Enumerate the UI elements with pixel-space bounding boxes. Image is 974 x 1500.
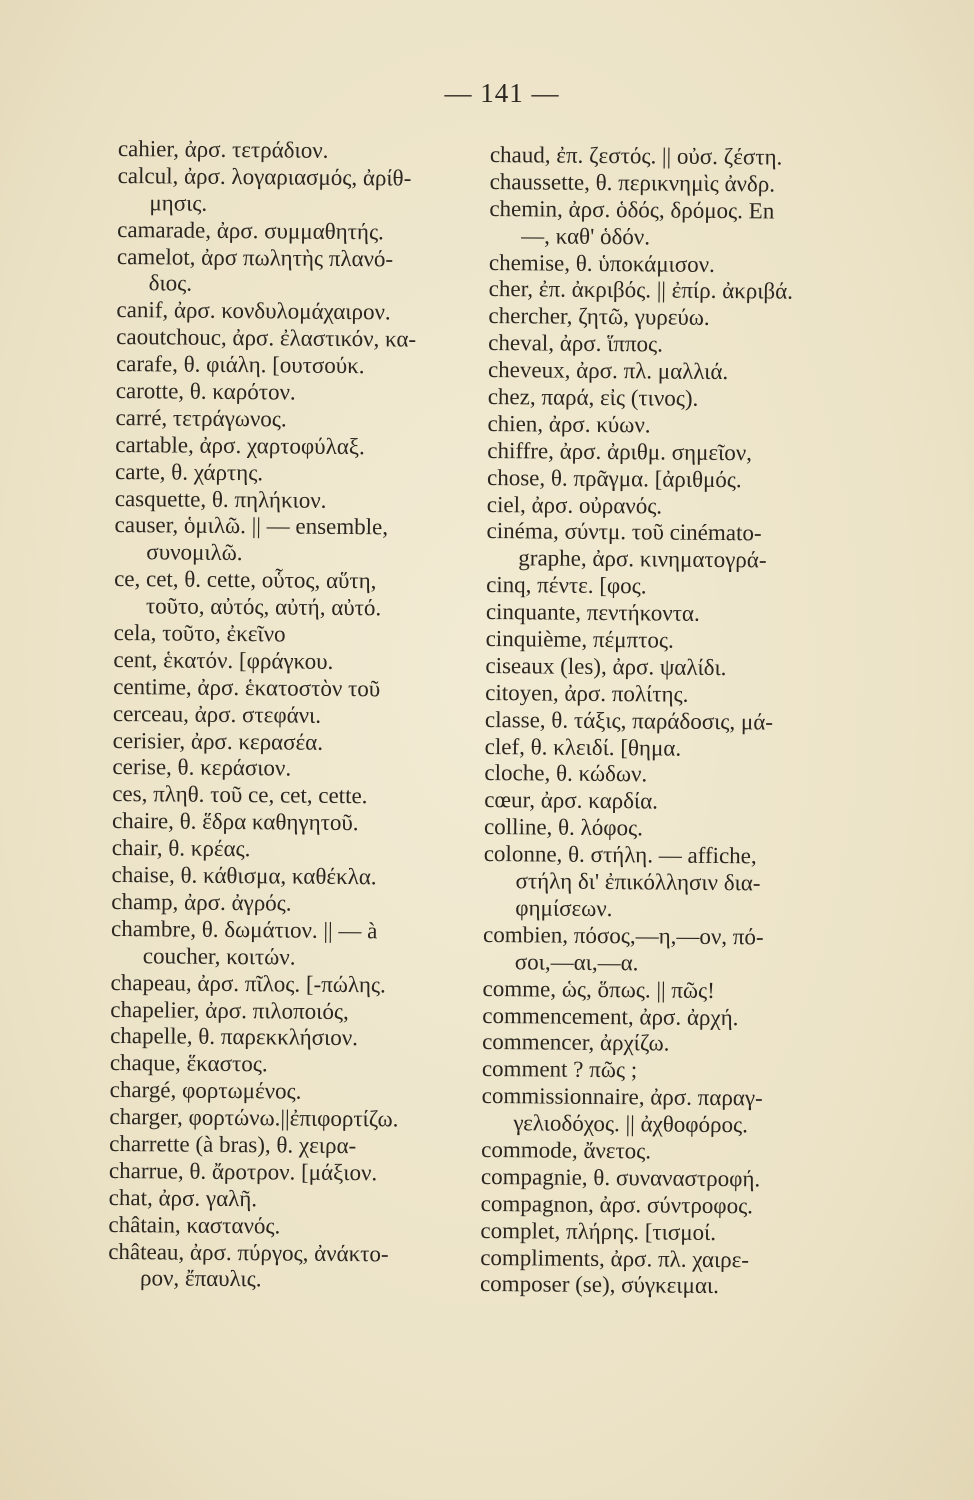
dictionary-entry-line: cheval, ἀρσ. ἵππος.: [488, 330, 664, 357]
dictionary-entry-line: chemin, ἀρσ. ὁδός, δρόμος. En: [489, 195, 775, 224]
dictionary-entry-line: comment ? πῶς ;: [481, 1056, 638, 1083]
dictionary-entry-line: caoutchouc, ἀρσ. ἐλαστικόν, κα-: [116, 324, 417, 352]
dictionary-entry-line: compagnie, θ. συναναστροφή.: [480, 1163, 761, 1192]
dictionary-entry-line: graphe, ἀρσ. κινηματογρά-: [518, 545, 767, 573]
dictionary-entry-line: chaire, θ. ἕδρα καθηγητοῦ.: [111, 808, 359, 836]
dictionary-entry-line: canif, ἀρσ. κονδυλομάχαιρον.: [116, 297, 391, 325]
dictionary-entry-line: citoyen, ἀρσ. πολίτης.: [485, 679, 689, 707]
left-column: [108, 136, 468, 1295]
dictionary-entry-line: συνομιλῶ.: [146, 539, 243, 566]
dictionary-entry-line: cloche, θ. κώδων.: [484, 760, 648, 787]
dictionary-entry-line: chargé, φορτωμένος.: [109, 1077, 302, 1104]
dictionary-entry-line: champ, ἀρσ. ἀγρός.: [111, 888, 292, 916]
dictionary-entry-line: cartable, ἀρσ. χαρτοφύλαξ.: [115, 431, 365, 459]
dictionary-entry-line: carré, τετράγωνος.: [115, 404, 287, 432]
dictionary-entry-line: chez, παρά, εἰς (τινος).: [487, 384, 699, 411]
dictionary-entry-line: —, καθ' ὁδόν.: [521, 222, 651, 250]
dictionary-entry-line: cerisier, ἀρσ. κερασέα.: [112, 727, 324, 755]
dictionary-entry-line: cerceau, ἀρσ. στεφάνι.: [112, 700, 322, 728]
dictionary-entry-line: ρον, ἔπαυλις.: [139, 1265, 262, 1292]
dictionary-entry-line: compagnon, ἀρσ. σύντροφος.: [480, 1190, 754, 1219]
dictionary-entry-line: φημίσεων.: [515, 895, 613, 922]
dictionary-entry-line: cent, ἑκατόν. [φράγκου.: [113, 646, 334, 674]
dictionary-entry-line: commode, ἄνετος.: [481, 1136, 652, 1164]
dictionary-entry-line: στήλη δι' ἐπικόλλησιν δια-: [515, 868, 761, 896]
dictionary-entry-line: διος.: [148, 270, 193, 297]
dictionary-entry-line: comme, ὡς, ὅπως. || πῶς!: [482, 975, 715, 1003]
dictionary-entry-line: ciel, ἀρσ. οὐρανός.: [486, 491, 663, 519]
dictionary-entry-line: cinquante, πεντήκοντα.: [485, 599, 700, 626]
dictionary-entry-line: casquette, θ. πηλήκιον.: [114, 485, 327, 513]
dictionary-entry-line: commencement, ἀρσ. ἀρχή.: [482, 1002, 739, 1030]
dictionary-entry-line: camelot, ἀρσ πωλητὴς πλανό-: [116, 243, 394, 271]
dictionary-entry-line: ciseaux (les), ἀρσ. ψαλίδι.: [485, 652, 727, 681]
dictionary-entry-line: camarade, ἀρσ. συμμαθητής.: [117, 216, 384, 244]
dictionary-entry-line: coucher, κοιτών.: [142, 942, 296, 970]
dictionary-entry-line: γελιοδόχος. || ἀχθοφόρος.: [513, 1110, 749, 1138]
dictionary-entry-line: colline, θ. λόφος.: [483, 814, 644, 841]
dictionary-entry-line: ces, πληθ. τοῦ ce, cet, cette.: [112, 781, 368, 809]
dictionary-entry-line: châtain, καστανός.: [108, 1211, 281, 1239]
dictionary-entry-line: combien, πόσος,—η,—ον, πό-: [482, 921, 764, 950]
dictionary-entry-line: commencer, ἀρχίζω.: [482, 1029, 670, 1056]
dictionary-entry-line: commissionnaire, ἀρσ. παραγ-: [481, 1083, 763, 1111]
dictionary-entry-line: classe, θ. τάξις, παράδοσις, μά-: [484, 706, 774, 735]
dictionary-entry-line: chercher, ζητῶ, γυρεύω.: [488, 303, 710, 331]
dictionary-entry-line: cinéma, σύντμ. τοῦ cinémato-: [486, 518, 762, 546]
dictionary-entry-line: cinquième, πέμπτος.: [485, 626, 674, 653]
dictionary-entry-line: colonne, θ. στήλη. — affiche,: [483, 841, 757, 869]
dictionary-entry-line: chambre, θ. δωμάτιον. || — à: [110, 915, 378, 944]
dictionary-entry-line: chiffre, ἀρσ. ἀριθμ. σημεῖον,: [487, 437, 753, 466]
dictionary-entry-line: chaise, θ. κάθισμα, καθέκλα.: [111, 862, 377, 890]
dictionary-entry-line: cœur, ἀρσ. καρδία.: [484, 787, 659, 814]
dictionary-entry-line: chapelier, ἀρσ. πιλοποιός,: [110, 996, 349, 1024]
dictionary-entry-line: cela, τοῦτο, ἐκεῖνο: [113, 620, 286, 647]
dictionary-entry-line: château, ἀρσ. πύργος, ἀνάκτο-: [108, 1238, 389, 1266]
dictionary-entry-line: charger, φορτώνω.||ἐπιφορτίζω.: [109, 1104, 399, 1132]
dictionary-entry-line: centime, ἀρσ. ἑκατοστὸν τοῦ: [113, 673, 381, 702]
dictionary-entry-line: composer (se), σύγκειμαι.: [479, 1271, 719, 1299]
dictionary-entry-line: charrue, θ. ἄροτρον. [μάξιον.: [108, 1157, 378, 1186]
dictionary-entry-line: calcul, ἀρσ. λογαριασμός, ἀρίθ-: [117, 162, 412, 191]
dictionary-entry-line: chemise, θ. ὑποκάμισον.: [488, 249, 715, 277]
dictionary-entry-line: cahier, ἀρσ. τετράδιον.: [117, 136, 329, 163]
dictionary-entry-line: clef, θ. κλειδί. [θημα.: [484, 733, 682, 761]
dictionary-entry-line: charrette (à bras), θ. χειρα-: [109, 1130, 357, 1159]
dictionary-entry-line: compliments, ἀρσ. πλ. χαιρε-: [480, 1244, 750, 1272]
dictionary-entry-line: carafe, θ. φιάλη. [ουτσούκ.: [115, 351, 365, 379]
dictionary-entry-line: τοῦτο, αὐτός, αὐτή, αὐτό.: [145, 593, 382, 621]
dictionary-entry-line: chaque, ἕκαστος.: [109, 1050, 268, 1077]
dictionary-entry-line: complet, πλήρης. [τισμοί.: [480, 1217, 717, 1245]
dictionary-entry-line: cinq, πέντε. [φος.: [486, 572, 647, 599]
dictionary-entry-line: chat, ἀρσ. γαλῆ.: [108, 1184, 258, 1211]
right-column: [480, 142, 850, 1301]
dictionary-entry-line: μησις.: [149, 190, 208, 216]
dictionary-entry-line: chose, θ. πρᾶγμα. [ἀριθμός.: [486, 464, 742, 492]
dictionary-entry-line: chapeau, ἀρσ. πῖλος. [-πώλης.: [110, 969, 386, 997]
page-number: — 141 —: [444, 78, 560, 108]
dictionary-entry-line: cher, ἐπ. ἀκριβός. || ἐπίρ. ἀκριβά.: [488, 276, 794, 305]
dictionary-entry-line: chaud, ἐπ. ζεστός. || οὐσ. ζέστη.: [489, 142, 783, 170]
dictionary-entry-line: σοι,—αι,—α.: [514, 948, 639, 976]
dictionary-entry-line: chapelle, θ. παρεκκλήσιον.: [110, 1023, 359, 1051]
dictionary-entry-line: ce, cet, θ. cette, οὗτος, αὕτη,: [114, 566, 377, 594]
dictionary-entry-line: chair, θ. κρέας.: [111, 835, 251, 862]
dictionary-entry-line: chaussette, θ. περικνημὶς ἀνδρ.: [489, 168, 776, 197]
dictionary-entry-line: cheveux, ἀρσ. πλ. μαλλιά.: [487, 357, 729, 385]
dictionary-entry-line: causer, ὁμιλῶ. || — ensemble,: [114, 512, 389, 540]
dictionary-entry-line: cerise, θ. κεράσιον.: [112, 754, 292, 782]
dictionary-entry-line: carte, θ. χάρτης.: [114, 458, 264, 485]
dictionary-entry-line: chien, ἀρσ. κύων.: [487, 410, 651, 438]
dictionary-entry-line: carotte, θ. καρότον.: [115, 378, 296, 405]
